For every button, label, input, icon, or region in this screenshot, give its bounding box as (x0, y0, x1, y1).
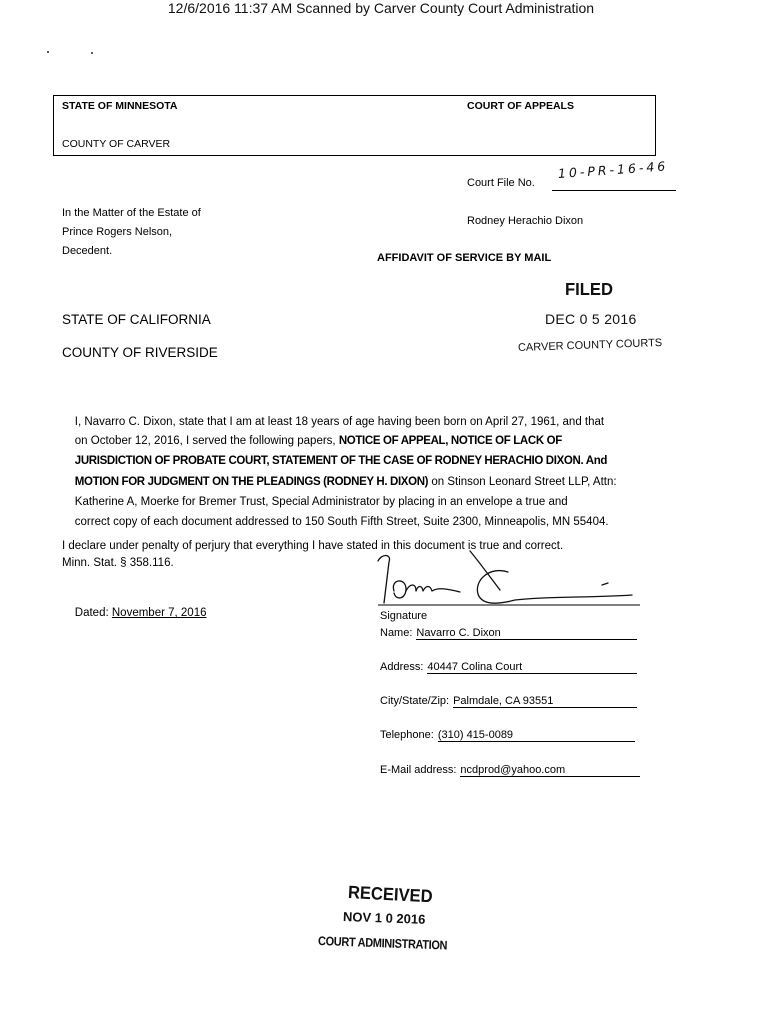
declaration-line: I declare under penalty of perjury that everything I have stated in this document is true and correct. (62, 540, 564, 552)
court-file-label: Court File No. (467, 177, 535, 189)
affidavit-text: correct copy of each document addressed to 150 South Fifth Street, Suite 2300, Minneapolis, MN 55404. (74, 516, 609, 528)
filed-stamp-date: DEC 0 5 2016 (545, 311, 637, 327)
caption-county: COUNTY OF CARVER (62, 138, 171, 150)
field-value: (310) 415-0089 (438, 729, 635, 742)
dated-value: November 7, 2016 (111, 607, 207, 619)
signature-stroke (393, 581, 406, 598)
signer-telephone-field (380, 728, 635, 742)
matter-line: In the Matter of the Estate of (62, 207, 201, 219)
affidavit-document-names: MOTION FOR JUDGMENT ON THE PLEADINGS (RODNEY H. DIXON) (74, 476, 429, 488)
signature-stroke (602, 583, 608, 585)
field-value: ncdprod@yahoo.com (460, 764, 640, 777)
party-name: Rodney Herachio Dixon (467, 215, 584, 227)
venue-county: COUNTY OF RIVERSIDE (62, 345, 218, 360)
affidavit-document-names: JURISDICTION OF PROBATE COURT, STATEMENT OF THE CASE OF RODNEY HERACHIO DIXON. And (74, 455, 608, 467)
field-label: Address: (380, 661, 424, 673)
matter-line: Decedent. (62, 245, 113, 257)
court-file-underline (552, 190, 676, 191)
signature-label: Signature (380, 610, 428, 622)
affidavit-text: on Stinson Leonard Street LLP, Attn: (428, 476, 617, 488)
affidavit-text: I, Navarro C. Dixon, state that I am at least 18 years of age having been born on April 27, 1961, and that (74, 416, 605, 428)
received-stamp-date: NOV 1 0 2016 (342, 909, 426, 927)
filed-stamp-office: CARVER COUNTY COURTS (517, 336, 663, 354)
received-stamp-office: COURT ADMINISTRATION (317, 934, 448, 953)
caption-state: STATE OF MINNESOTA (62, 100, 178, 112)
field-value: Navarro C. Dixon (416, 627, 637, 640)
signature-stroke (406, 585, 460, 592)
affidavit-document-names: NOTICE OF APPEAL, NOTICE OF LACK OF (338, 435, 562, 447)
dated-line (62, 592, 207, 634)
field-label: City/State/Zip: (380, 695, 450, 707)
signer-city-state-zip-field (380, 694, 637, 708)
field-label: Name: (380, 627, 413, 639)
declaration-citation: Minn. Stat. § 358.116. (62, 557, 174, 569)
affidavit-text: Katherine A, Moerke for Bremer Trust, Special Administrator by placing in an envelope a true and (74, 496, 568, 508)
field-value: 40447 Colina Court (427, 661, 637, 674)
filed-stamp-label: FILED (565, 279, 614, 299)
affidavit-line (62, 501, 609, 543)
scan-header: 12/6/2016 11:37 AM Scanned by Carver County Court Administration (167, 0, 595, 16)
venue-state: STATE OF CALIFORNIA (62, 312, 211, 327)
document-title: AFFIDAVIT OF SERVICE BY MAIL (377, 252, 552, 264)
scan-speck (47, 51, 49, 53)
scan-speck (91, 52, 93, 54)
signature-stroke (378, 555, 390, 603)
caption-court: COURT OF APPEALS (467, 100, 574, 112)
court-file-number: 10-PR-16-46 (557, 158, 669, 181)
field-label: E-Mail address: (380, 764, 457, 776)
field-value: Palmdale, CA 93551 (453, 695, 637, 708)
field-label: Telephone: (380, 729, 434, 741)
signature-scribble (370, 545, 650, 615)
received-stamp-label: RECEIVED (347, 882, 434, 907)
affidavit-text: on October 12, 2016, I served the following papers, (74, 435, 339, 447)
matter-line: Prince Rogers Nelson, (62, 226, 173, 238)
signer-email-field (380, 763, 640, 777)
signature-stroke (477, 571, 632, 604)
dated-label: Dated: (74, 607, 109, 619)
signer-address-field (380, 660, 637, 674)
signer-name-field (380, 626, 637, 640)
